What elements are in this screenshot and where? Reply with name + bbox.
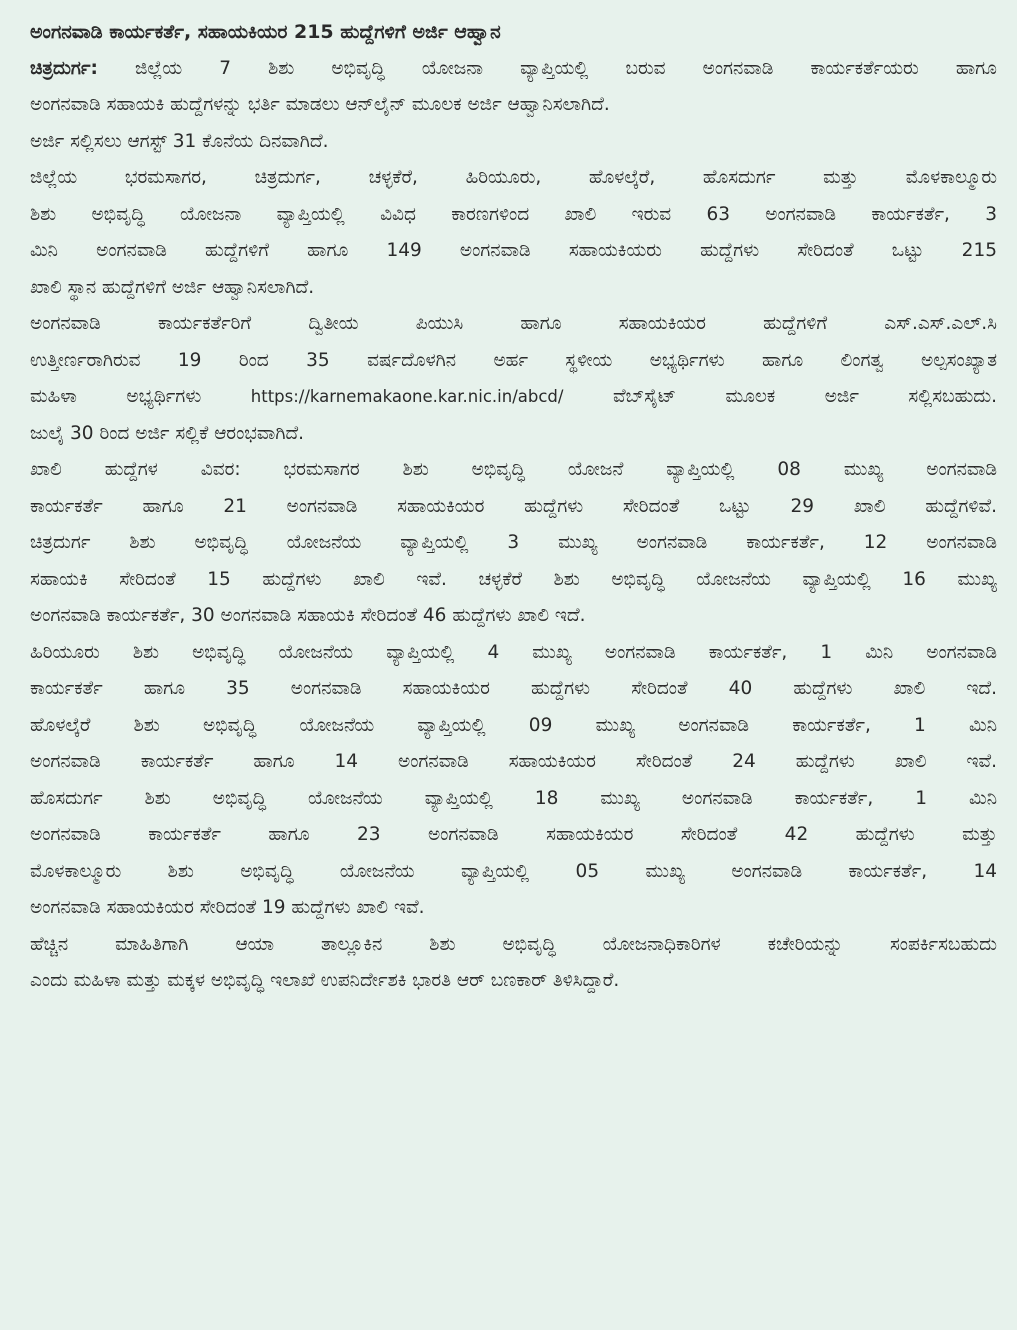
paragraph-taluk-vacancies <box>30 635 997 927</box>
paragraph-line: ಹೆಚ್ಚಿನ ಮಾಹಿತಿಗಾಗಿ ಆಯಾ ತಾಲ್ಲೂಕಿನ ಶಿಶು ಅಭಿವೃದ್ಧಿ ಯೋಜನಾಧಿಕಾರಿಗಳ ಕಚೇರಿಯನ್ನು ಸಂಪರ್ಕಿಸಬಹುದು <box>30 933 997 955</box>
dateline: ಚಿತ್ರದುರ್ಗ: <box>30 57 98 79</box>
paragraph-line: ಅಂಗನವಾಡಿ ಕಾರ್ಯಕರ್ತೆ ಹಾಗೂ 23 ಅಂಗನವಾಡಿ ಸಹಾಯಕಿಯರ ಸೇರಿದಂತೆ 42 ಹುದ್ದೆಗಳು ಮತ್ತು <box>30 824 997 845</box>
paragraph-line: ಅರ್ಜಿ ಸಲ್ಲಿಸಲು ಆಗಸ್ಟ್ 31 ಕೊನೆಯ ದಿನವಾಗಿದೆ. <box>30 130 329 152</box>
paragraph-line <box>30 51 997 88</box>
paragraph-text: ಮಹಿಳಾ ಅಭ್ಯರ್ಥಿಗಳು <box>30 386 251 407</box>
paragraph-line: ಕಾರ್ಯಕರ್ತೆ ಹಾಗೂ 35 ಅಂಗನವಾಡಿ ಸಹಾಯಕಿಯರ ಹುದ್ದೆಗಳು ಸೇರಿದಂತೆ 40 ಹುದ್ದೆಗಳು ಖಾಲಿ ಇದೆ. <box>30 678 997 699</box>
paragraph-line: ಶಿಶು ಅಭಿವೃದ್ಧಿ ಯೋಜನಾ ವ್ಯಾಪ್ತಿಯಲ್ಲಿ ವಿವಿಧ ಕಾರಣಗಳಿಂದ ಖಾಲಿ ಇರುವ 63 ಅಂಗನವಾಡಿ ಕಾರ್ಯಕರ್ತೆ, 3 <box>30 203 997 225</box>
paragraph-line: ಹೊಸದುರ್ಗ ಶಿಶು ಅಭಿವೃದ್ಧಿ ಯೋಜನೆಯ ವ್ಯಾಪ್ತಿಯಲ್ಲಿ 18 ಮುಖ್ಯ ಅಂಗನವಾಡಿ ಕಾರ್ಯಕರ್ತೆ, 1 ಮಿನಿ <box>30 787 997 809</box>
paragraph-line: ಎಂದು ಮಹಿಳಾ ಮತ್ತು ಮಕ್ಕಳ ಅಭಿವೃದ್ಧಿ ಇಲಾಖೆ ಉಪನಿರ್ದೇಶಕಿ ಭಾರತಿ ಆರ್ ಬಣಕಾರ್ ತಿಳಿಸಿದ್ದಾರೆ. <box>30 970 620 991</box>
paragraph-line: ಹಿರಿಯೂರು ಶಿಶು ಅಭಿವೃದ್ಧಿ ಯೋಜನೆಯ ವ್ಯಾಪ್ತಿಯಲ್ಲಿ 4 ಮುಖ್ಯ ಅಂಗನವಾಡಿ ಕಾರ್ಯಕರ್ತೆ, 1 ಮಿನಿ ಅಂಗನವಾಡಿ <box>30 641 997 663</box>
paragraph-intro <box>30 51 997 124</box>
paragraph-line: ಖಾಲಿ ಹುದ್ದೆಗಳ ವಿವರ: ಭರಮಸಾಗರ ಶಿಶು ಅಭಿವೃದ್ಧಿ ಯೋಜನೆ ವ್ಯಾಪ್ತಿಯಲ್ಲಿ 08 ಮುಖ್ಯ ಅಂಗನವಾಡಿ <box>30 459 997 480</box>
paragraph-line: ಅಂಗನವಾಡಿ ಕಾರ್ಯಕರ್ತೆ, 30 ಅಂಗನವಾಡಿ ಸಹಾಯಕಿ ಸೇರಿದಂತೆ 46 ಹುದ್ದೆಗಳು ಖಾಲಿ ಇದೆ. <box>30 605 586 626</box>
paragraph-eligibility <box>30 306 997 452</box>
paragraph-line: ಉತ್ತೀರ್ಣರಾಗಿರುವ 19 ರಿಂದ 35 ವರ್ಷದೊಳಗಿನ ಅರ್ಹ ಸ್ಥಳೀಯ ಅಭ್ಯರ್ಥಿಗಳು ಹಾಗೂ ಲಿಂಗತ್ವ ಅಲ್ಪಸಂಖ್ಯಾತ <box>30 349 997 371</box>
paragraph-text: ವೆಬ್‌ಸೈಟ್ ಮೂಲಕ ಅರ್ಜಿ ಸಲ್ಲಿಸಬಹುದು. <box>563 386 997 407</box>
paragraph-line: ಅಂಗನವಾಡಿ ಸಹಾಯಕಿ ಹುದ್ದೆಗಳನ್ನು ಭರ್ತಿ ಮಾಡಲು ಆನ್‌ಲೈನ್ ಮೂಲಕ ಅರ್ಜಿ ಆಹ್ವಾನಿಸಲಾಗಿದೆ. <box>30 94 610 115</box>
paragraph-line: ಅಂಗನವಾಡಿ ಸಹಾಯಕಿಯರ ಸೇರಿದಂತೆ 19 ಹುದ್ದೆಗಳು ಖಾಲಿ ಇವೆ. <box>30 897 425 918</box>
paragraph-deadline <box>30 124 997 161</box>
paragraph-vacancy-details <box>30 452 997 635</box>
paragraph-text: ಜಿಲ್ಲೆಯ 7 ಶಿಶು ಅಭಿವೃದ್ಧಿ ಯೋಜನಾ ವ್ಯಾಪ್ತಿಯಲ್ಲಿ ಬರುವ ಅಂಗನವಾಡಿ ಕಾರ್ಯಕರ್ತೆಯರು ಹಾಗೂ <box>97 57 997 79</box>
paragraph-line: ಚಿತ್ರದುರ್ಗ ಶಿಶು ಅಭಿವೃದ್ಧಿ ಯೋಜನೆಯ ವ್ಯಾಪ್ತಿಯಲ್ಲಿ 3 ಮುಖ್ಯ ಅಂಗನವಾಡಿ ಕಾರ್ಯಕರ್ತೆ, 12 ಅಂಗನವಾಡಿ <box>30 532 997 553</box>
paragraph-line: ಹೊಳಲ್ಕೆರೆ ಶಿಶು ಅಭಿವೃದ್ಧಿ ಯೋಜನೆಯ ವ್ಯಾಪ್ತಿಯಲ್ಲಿ 09 ಮುಖ್ಯ ಅಂಗನವಾಡಿ ಕಾರ್ಯಕರ್ತೆ, 1 ಮಿನಿ <box>30 714 997 736</box>
paragraph-line <box>30 379 997 416</box>
paragraph-line: ಅಂಗನವಾಡಿ ಕಾರ್ಯಕರ್ತೆ ಹಾಗೂ 14 ಅಂಗನವಾಡಿ ಸಹಾಯಕಿಯರ ಸೇರಿದಂತೆ 24 ಹುದ್ದೆಗಳು ಖಾಲಿ ಇವೆ. <box>30 751 997 772</box>
paragraph-line: ಖಾಲಿ ಸ್ಥಾನ ಹುದ್ದೆಗಳಿಗೆ ಅರ್ಜಿ ಆಹ್ವಾನಿಸಲಾಗಿದೆ. <box>30 276 315 298</box>
paragraph-line: ಕಾರ್ಯಕರ್ತೆ ಹಾಗೂ 21 ಅಂಗನವಾಡಿ ಸಹಾಯಕಿಯರ ಹುದ್ದೆಗಳು ಸೇರಿದಂತೆ ಒಟ್ಟು 29 ಖಾಲಿ ಹುದ್ದೆಗಳಿವೆ. <box>30 495 997 517</box>
article-headline: ಅಂಗನವಾಡಿ ಕಾರ್ಯಕರ್ತೆ, ಸಹಾಯಕಿಯರ 215 ಹುದ್ದೆಗಳಿಗೆ ಅರ್ಜಿ ಆಹ್ವಾನ <box>30 21 501 43</box>
paragraph-line: ಜುಲೈ 30 ರಿಂದ ಅರ್ಜಿ ಸಲ್ಲಿಕೆ ಆರಂಭವಾಗಿದೆ. <box>30 422 305 444</box>
paragraph-line: ಜಿಲ್ಲೆಯ ಭರಮಸಾಗರ, ಚಿತ್ರದುರ್ಗ, ಚಳ್ಳಕೆರೆ, ಹಿರಿಯೂರು, ಹೊಳಲ್ಕೆರೆ, ಹೊಸದುರ್ಗ ಮತ್ತು ಮೊಳಕಾಲ್ಮೂರು <box>30 167 997 188</box>
paragraph-line: ಸಹಾಯಕಿ ಸೇರಿದಂತೆ 15 ಹುದ್ದೆಗಳು ಖಾಲಿ ಇವೆ. ಚಳ್ಳಕೆರೆ ಶಿಶು ಅಭಿವೃದ್ಧಿ ಯೋಜನೆಯ ವ್ಯಾಪ್ತಿಯಲ್ಲಿ 16 ಮುಖ್ಯ <box>30 568 997 590</box>
paragraph-line: ಮಿನಿ ಅಂಗನವಾಡಿ ಹುದ್ದೆಗಳಿಗೆ ಹಾಗೂ 149 ಅಂಗನವಾಡಿ ಸಹಾಯಕಿಯರು ಹುದ್ದೆಗಳು ಸೇರಿದಂತೆ ಒಟ್ಟು 215 <box>30 240 997 261</box>
website-link[interactable]: https://karnemakaone.kar.nic.in/abcd/ <box>250 387 564 406</box>
paragraph-vacancies-summary <box>30 160 997 306</box>
paragraph-line: ಮೊಳಕಾಲ್ಮೂರು ಶಿಶು ಅಭಿವೃದ್ಧಿ ಯೋಜನೆಯ ವ್ಯಾಪ್ತಿಯಲ್ಲಿ 05 ಮುಖ್ಯ ಅಂಗನವಾಡಿ ಕಾರ್ಯಕರ್ತೆ, 14 <box>30 860 997 882</box>
paragraph-line: ಅಂಗನವಾಡಿ ಕಾರ್ಯಕರ್ತೆರಿಗೆ ದ್ವಿತೀಯ ಪಿಯುಸಿ ಹಾಗೂ ಸಹಾಯಕಿಯರ ಹುದ್ದೆಗಳಿಗೆ ಎಸ್.ಎಸ್.ಎಲ್.ಸಿ <box>30 313 997 334</box>
paragraph-contact <box>30 927 997 1000</box>
